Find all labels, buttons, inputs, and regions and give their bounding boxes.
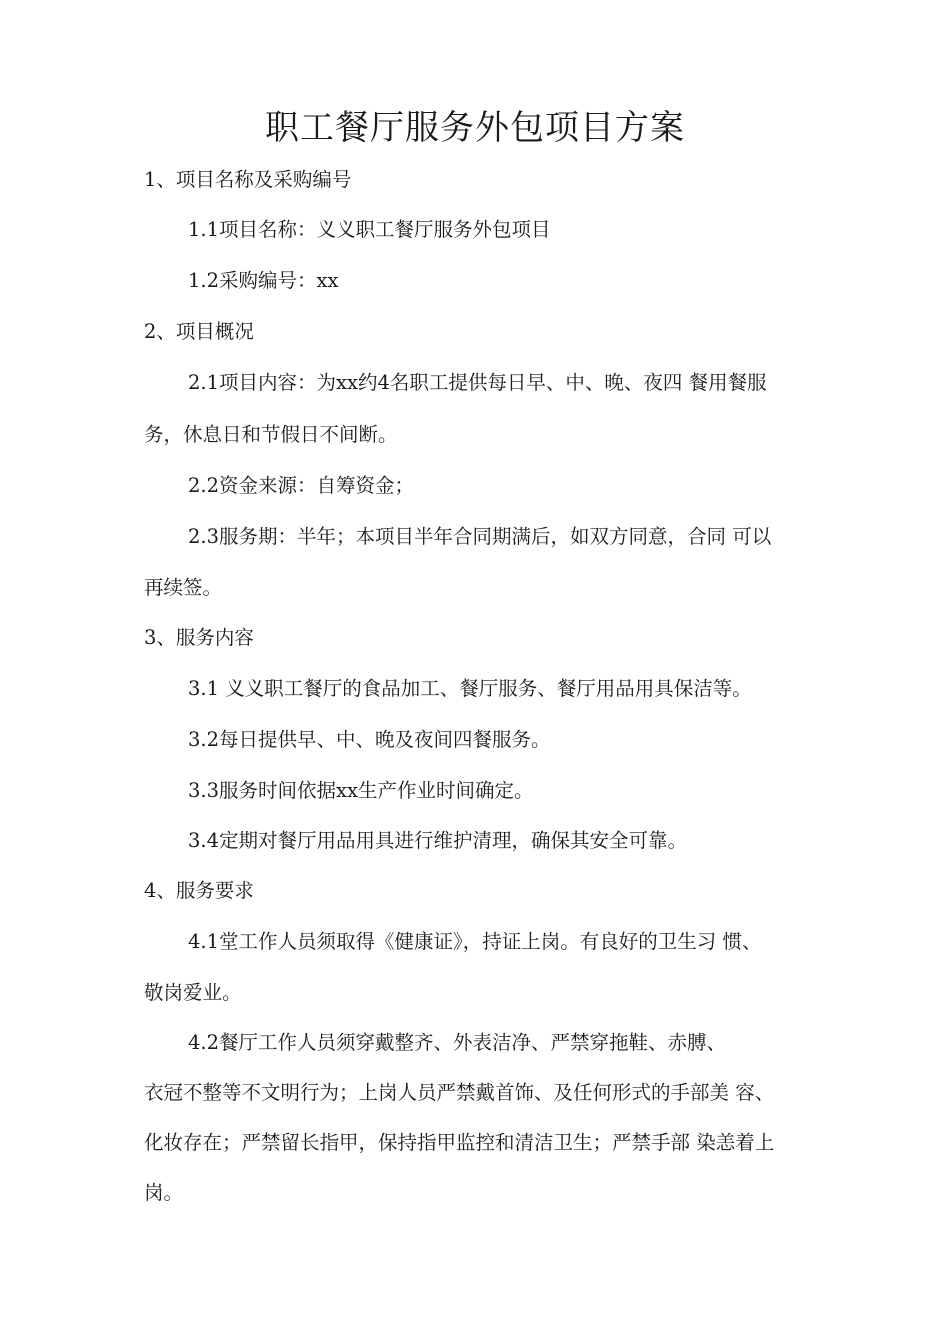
section-heading-1: 1、项目名称及采购编号 bbox=[144, 168, 352, 191]
item-1-2: 1.2采购编号：xx bbox=[188, 269, 339, 292]
section-heading-3: 3、服务内容 bbox=[144, 626, 254, 649]
item-3-2: 3.2每日提供早、中、晚及夜间四餐服务。 bbox=[188, 728, 551, 751]
section-heading-2: 2、项目概况 bbox=[144, 320, 254, 343]
item-2-1-cont: 务，休息日和节假日不间断。 bbox=[144, 423, 398, 446]
item-2-3: 2.3服务期：半年；本项目半年合同期满后，如双方同意，合同 可以 bbox=[188, 525, 772, 548]
item-1-1: 1.1项目名称：义义职工餐厅服务外包项目 bbox=[188, 218, 551, 241]
item-4-2: 4.2餐厅工作人员须穿戴整齐、外表洁净、严禁穿拖鞋、赤膊、 bbox=[188, 1031, 727, 1054]
item-4-2-cont-2: 化妆存在；严禁留长指甲，保持指甲监控和清洁卫生；严禁手部 染恙着上 bbox=[144, 1131, 775, 1154]
item-3-3: 3.3服务时间依据xx生产作业时间确定。 bbox=[188, 779, 534, 802]
item-2-3-cont: 再续签。 bbox=[144, 576, 223, 599]
item-4-2-cont-1: 衣冠不整等不文明行为；上岗人员严禁戴首饰、及任何形式的手部美 容、 bbox=[144, 1081, 775, 1104]
item-2-1: 2.1项目内容：为xx约4名职工提供每日早、中、晚、夜四 餐用餐服 bbox=[188, 371, 767, 394]
item-4-2-cont-3: 岗。 bbox=[144, 1181, 184, 1204]
item-3-1: 3.1 义义职工餐厅的食品加工、餐厅服务、餐厅用品用具保洁等。 bbox=[188, 677, 752, 700]
item-4-1: 4.1堂工作人员须取得《健康证》，持证上岗。有良好的卫生习 惯、 bbox=[188, 930, 762, 953]
document-title: 职工餐厅服务外包项目方案 bbox=[265, 108, 685, 148]
item-3-4: 3.4定期对餐厅用品用具进行维护清理，确保其安全可靠。 bbox=[188, 829, 688, 852]
item-2-2: 2.2资金来源：自筹资金； bbox=[188, 474, 415, 497]
section-heading-4: 4、服务要求 bbox=[144, 879, 254, 902]
item-4-1-cont: 敬岗爱业。 bbox=[144, 981, 242, 1004]
